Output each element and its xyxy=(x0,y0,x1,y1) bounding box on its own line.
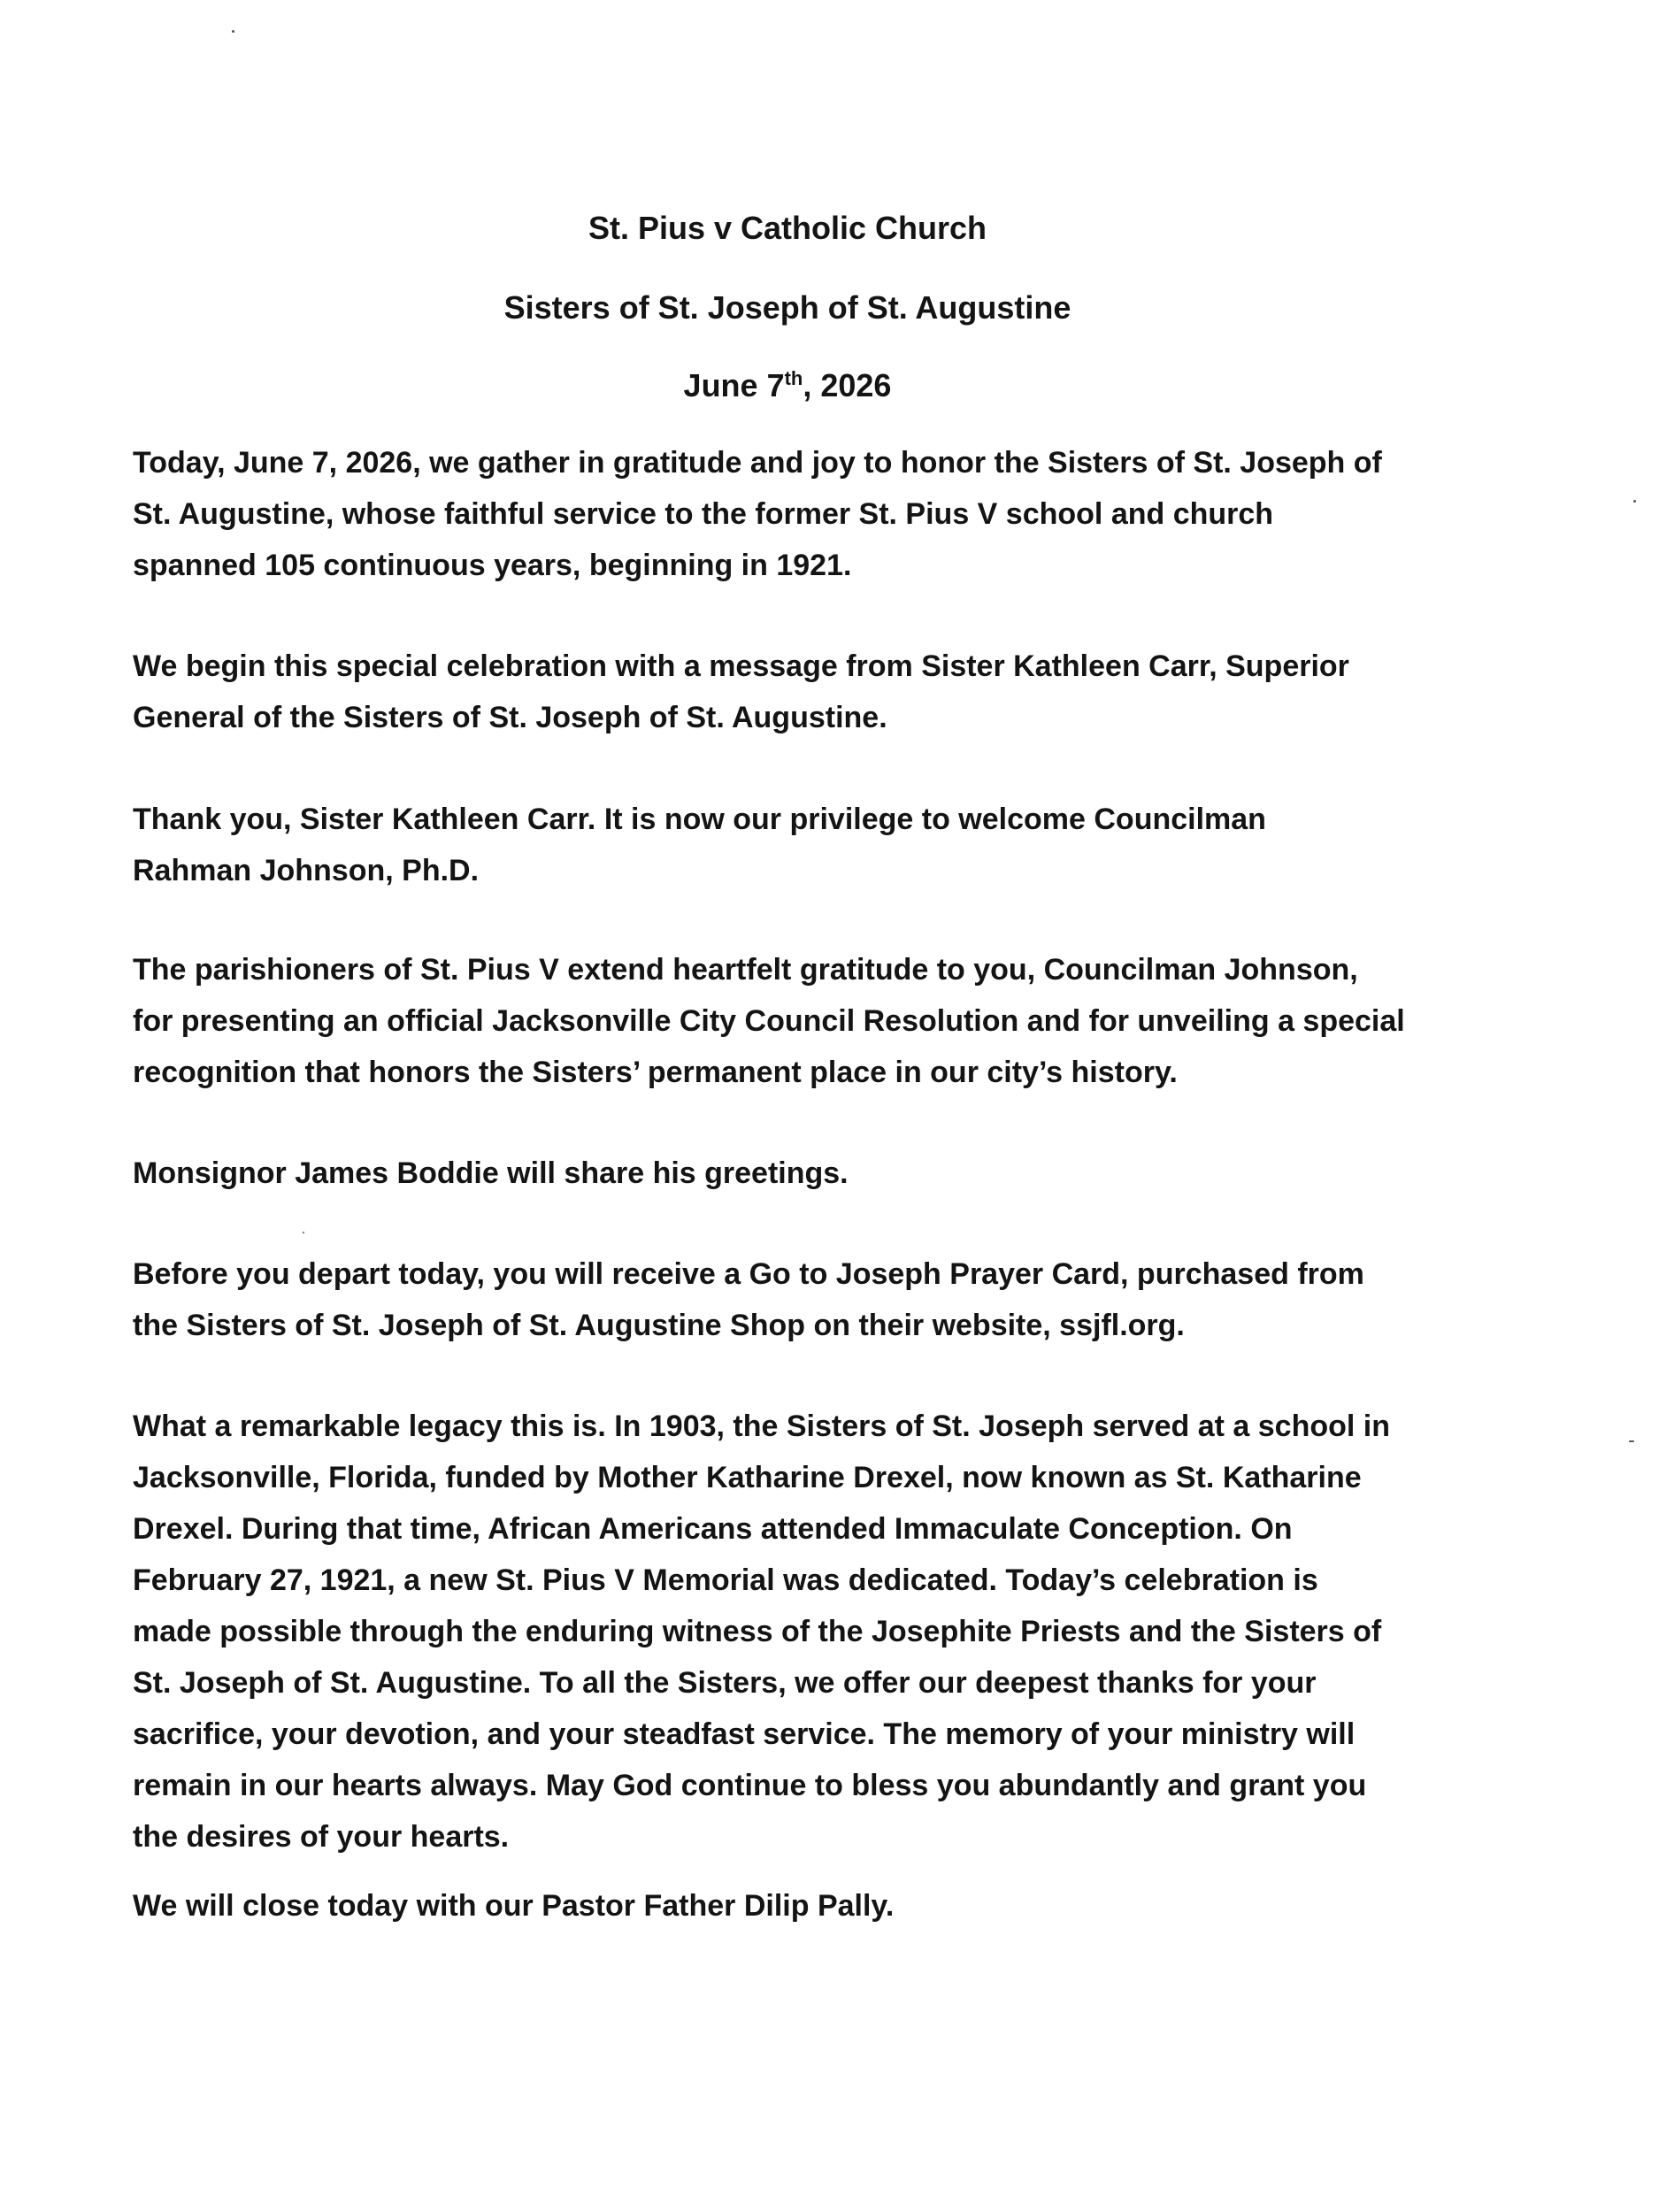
paragraph-line: spanned 105 continuous years, beginning in 1921. xyxy=(133,549,852,582)
date-month-day: June 7 xyxy=(683,367,785,403)
date-ordinal-suffix: th xyxy=(784,367,803,389)
order-name-heading: Sisters of St. Joseph of St. Augustine xyxy=(503,289,1071,326)
paragraph-line: remain in our hearts always. May God continue to bless you abundantly and grant you xyxy=(133,1769,1367,1802)
paragraph-line: Monsignor James Boddie will share his greetings. xyxy=(133,1156,849,1190)
paragraph-line: the Sisters of St. Joseph of St. Augustine Shop on their website, ssjfl.org. xyxy=(133,1309,1185,1342)
paragraph-line: The parishioners of St. Pius V extend heartfelt gratitude to you, Councilman Johnson, xyxy=(133,953,1358,987)
paragraph-line: sacrifice, your devotion, and your steadfast service. The memory of your ministry will xyxy=(133,1717,1356,1751)
paragraph-line: Today, June 7, 2026, we gather in gratitude and joy to honor the Sisters of St. Joseph of xyxy=(133,446,1382,480)
paragraph-line: St. Augustine, whose faithful service to the former St. Pius V school and church xyxy=(133,497,1274,531)
paragraph-monsignor xyxy=(133,1148,1548,1199)
date-year: , 2026 xyxy=(803,367,892,403)
paragraph-line: What a remarkable legacy this is. In 1903, the Sisters of St. Joseph served at a school in xyxy=(133,1409,1390,1443)
paragraph-superior-message xyxy=(133,641,1548,743)
scan-speck xyxy=(1633,500,1636,503)
paragraph-line: Rahman Johnson, Ph.D. xyxy=(133,854,480,887)
paragraph-councilman-welcome xyxy=(133,794,1548,896)
date-heading xyxy=(133,366,1442,405)
paragraph-closing xyxy=(133,1880,1548,1932)
church-name-heading: St. Pius v Catholic Church xyxy=(588,210,987,246)
paragraph-welcome xyxy=(133,437,1548,591)
scan-speck xyxy=(303,1232,304,1233)
paragraph-line: the desires of your hearts. xyxy=(133,1820,510,1854)
paragraph-prayer-card xyxy=(133,1248,1548,1351)
scan-speck xyxy=(1629,1440,1634,1442)
paragraph-resolution xyxy=(133,944,1548,1098)
paragraph-line: We begin this special celebration with a message from Sister Kathleen Carr, Superior xyxy=(133,649,1349,683)
paragraph-line: Drexel. During that time, African Americans attended Immaculate Conception. On xyxy=(133,1512,1293,1546)
paragraph-line: made possible through the enduring witness of the Josephite Priests and the Sisters of xyxy=(133,1615,1382,1648)
paragraph-line: recognition that honors the Sisters’ permanent place in our city’s history. xyxy=(133,1056,1178,1089)
paragraph-line: Thank you, Sister Kathleen Carr. It is now our privilege to welcome Councilman xyxy=(133,803,1266,836)
paragraph-line: Before you depart today, you will receive a Go to Joseph Prayer Card, purchased from xyxy=(133,1257,1364,1291)
scan-speck xyxy=(232,30,234,33)
paragraph-line: for presenting an official Jacksonville City Council Resolution and for unveiling a special xyxy=(133,1004,1405,1038)
paragraph-line: February 27, 1921, a new St. Pius V Memorial was dedicated. Today’s celebration is xyxy=(133,1563,1318,1597)
paragraph-line: We will close today with our Pastor Father Dilip Pally. xyxy=(133,1889,895,1923)
paragraph-line: Jacksonville, Florida, funded by Mother Katharine Drexel, now known as St. Katharine xyxy=(133,1461,1362,1494)
paragraph-line: General of the Sisters of St. Joseph of St. Augustine. xyxy=(133,701,887,734)
paragraph-line: St. Joseph of St. Augustine. To all the Sisters, we offer our deepest thanks for your xyxy=(133,1666,1317,1700)
paragraph-legacy xyxy=(133,1401,1548,1863)
